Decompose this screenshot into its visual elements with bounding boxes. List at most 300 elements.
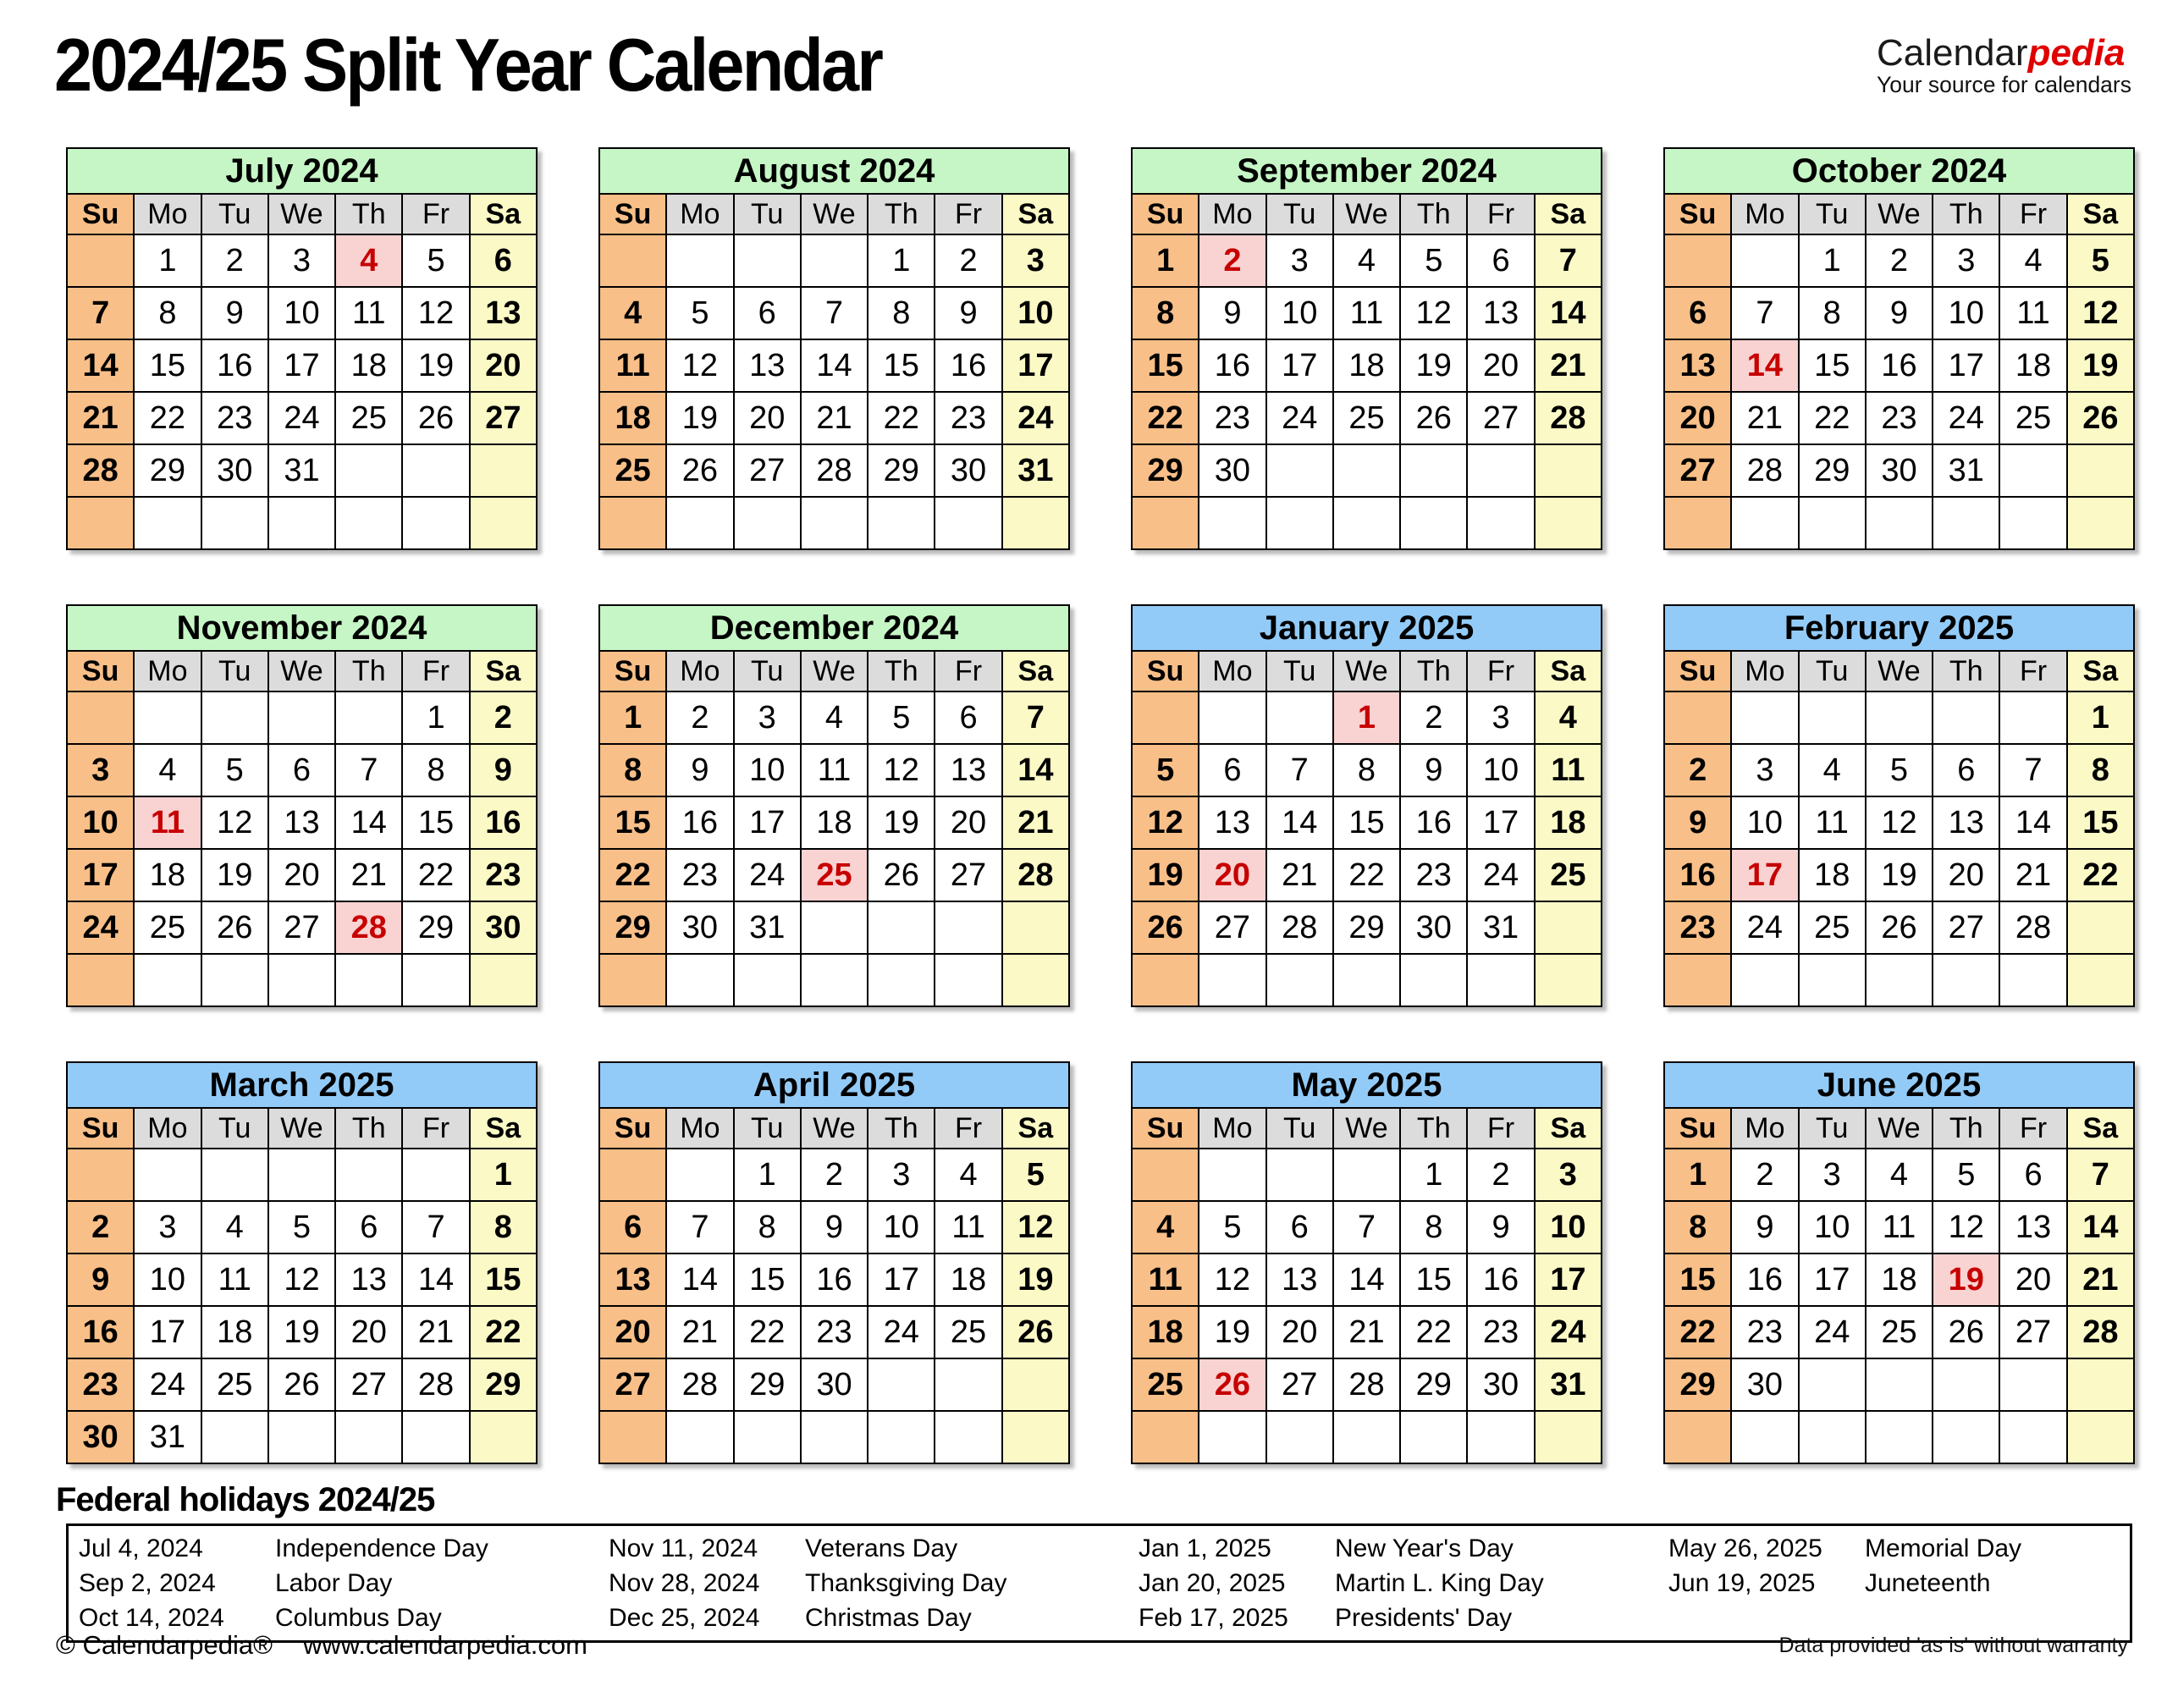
weekday-header-fr: Fr [1467, 194, 1534, 234]
month-header: August 2024 [599, 148, 1069, 194]
day-cell [1400, 1411, 1467, 1463]
day-cell: 6 [1266, 1201, 1333, 1253]
weekday-header-sa: Sa [1002, 1108, 1069, 1149]
day-cell: 9 [201, 287, 268, 339]
weekday-header-su: Su [1132, 194, 1199, 234]
holiday-row [1658, 1531, 2130, 1566]
day-cell: 18 [599, 392, 666, 444]
day-cell [666, 497, 733, 549]
day-cell: 3 [1799, 1149, 1866, 1201]
holiday-date: Nov 11, 2024 [609, 1534, 758, 1562]
day-cell: 29 [402, 901, 469, 954]
day-cell: 1 [470, 1149, 537, 1201]
day-cell: 5 [868, 691, 935, 744]
weekday-header-su: Su [67, 651, 134, 691]
day-cell: 30 [1866, 444, 1933, 497]
weekday-header-we: We [1866, 1108, 1933, 1149]
weekday-header-sa: Sa [470, 194, 537, 234]
weekday-header-th: Th [1400, 1108, 1467, 1149]
day-cell [1467, 444, 1534, 497]
day-cell [402, 1411, 469, 1463]
day-cell: 10 [1933, 287, 1999, 339]
day-cell: 4 [201, 1201, 268, 1253]
day-cell: 4 [1132, 1201, 1199, 1253]
day-cell: 22 [1400, 1306, 1467, 1358]
day-cell: 11 [1333, 287, 1400, 339]
day-cell: 9 [67, 1253, 134, 1306]
day-cell [134, 1149, 201, 1201]
weekday-header-mo: Mo [1199, 194, 1265, 234]
day-cell: 6 [1933, 744, 1999, 796]
day-cell: 23 [1467, 1306, 1534, 1358]
day-cell: 14 [801, 339, 868, 392]
day-cell: 15 [2067, 796, 2134, 849]
day-cell [1535, 1411, 1602, 1463]
weekday-header-mo: Mo [666, 651, 733, 691]
day-cell: 29 [470, 1358, 537, 1411]
weekday-header-sa: Sa [1002, 194, 1069, 234]
day-cell: 22 [134, 392, 201, 444]
day-cell: 15 [1799, 339, 1866, 392]
day-cell [666, 954, 733, 1006]
day-cell: 19 [2067, 339, 2134, 392]
month-december-2024 [598, 604, 1070, 1007]
day-cell: 10 [868, 1201, 935, 1253]
day-cell [1664, 497, 1731, 549]
holidays-grid [69, 1531, 2130, 1635]
day-cell: 1 [2067, 691, 2134, 744]
day-cell: 3 [134, 1201, 201, 1253]
day-cell: 12 [402, 287, 469, 339]
day-cell: 8 [1333, 744, 1400, 796]
day-cell: 11 [1866, 1201, 1933, 1253]
day-cell: 20 [935, 796, 1001, 849]
day-cell: 11 [1535, 744, 1602, 796]
day-cell [201, 497, 268, 549]
day-cell: 10 [1535, 1201, 1602, 1253]
day-cell [1132, 954, 1199, 1006]
weekday-header-th: Th [868, 194, 935, 234]
day-cell [868, 1411, 935, 1463]
day-cell: 9 [1199, 287, 1265, 339]
day-cell: 13 [1664, 339, 1731, 392]
day-cell [1333, 497, 1400, 549]
day-cell: 1 [1400, 1149, 1467, 1201]
day-cell [868, 901, 935, 954]
day-cell: 19 [1002, 1253, 1069, 1306]
holiday-row [1658, 1566, 2130, 1601]
day-cell: 16 [1664, 849, 1731, 901]
day-cell: 23 [1400, 849, 1467, 901]
day-cell [1002, 497, 1069, 549]
weekday-header-th: Th [335, 651, 402, 691]
day-cell [1731, 1411, 1798, 1463]
day-cell [1866, 1358, 1933, 1411]
day-cell: 3 [67, 744, 134, 796]
weekday-header-tu: Tu [734, 194, 801, 234]
day-cell: 4 [1333, 234, 1400, 287]
day-cell: 25 [935, 1306, 1001, 1358]
day-cell: 16 [201, 339, 268, 392]
day-cell: 18 [801, 796, 868, 849]
day-cell: 14 [1266, 796, 1333, 849]
day-cell: 7 [67, 287, 134, 339]
day-cell: 29 [734, 1358, 801, 1411]
day-cell [1664, 234, 1731, 287]
day-cell: 24 [1933, 392, 1999, 444]
holiday-row [598, 1601, 1070, 1635]
day-cell: 22 [599, 849, 666, 901]
day-cell: 7 [1731, 287, 1798, 339]
day-cell: 7 [1266, 744, 1333, 796]
day-cell: 24 [1467, 849, 1534, 901]
weekday-header-tu: Tu [1266, 651, 1333, 691]
day-cell: 4 [599, 287, 666, 339]
weekday-header-th: Th [868, 1108, 935, 1149]
day-cell [1132, 691, 1199, 744]
day-cell [1731, 497, 1798, 549]
day-cell: 18 [935, 1253, 1001, 1306]
weekday-header-we: We [268, 651, 335, 691]
weekday-header-mo: Mo [666, 1108, 733, 1149]
day-cell [1266, 444, 1333, 497]
day-cell [1999, 1411, 2066, 1463]
day-cell [734, 497, 801, 549]
day-cell: 3 [1933, 234, 1999, 287]
day-cell: 17 [67, 849, 134, 901]
day-cell: 13 [1199, 796, 1265, 849]
day-cell [402, 954, 469, 1006]
day-cell [1199, 691, 1265, 744]
day-cell: 3 [1467, 691, 1534, 744]
day-cell: 18 [1333, 339, 1400, 392]
day-cell: 21 [666, 1306, 733, 1358]
day-cell: 11 [1132, 1253, 1199, 1306]
day-cell: 1 [1132, 234, 1199, 287]
day-cell: 27 [1999, 1306, 2066, 1358]
day-cell: 8 [134, 287, 201, 339]
day-cell: 7 [335, 744, 402, 796]
day-cell: 3 [1002, 234, 1069, 287]
weekday-header-tu: Tu [1799, 1108, 1866, 1149]
day-cell: 8 [1664, 1201, 1731, 1253]
day-cell [1933, 497, 1999, 549]
day-cell [1999, 497, 2066, 549]
day-cell: 21 [67, 392, 134, 444]
day-cell: 30 [67, 1411, 134, 1463]
day-cell: 22 [734, 1306, 801, 1358]
logo-part-calendar: Calendar [1877, 32, 2028, 74]
logo-part-pedia: pedia [2027, 32, 2126, 74]
day-cell: 6 [470, 234, 537, 287]
holiday-date: Jan 20, 2025 [1139, 1568, 1286, 1597]
months-grid [66, 147, 2135, 1464]
day-cell: 23 [666, 849, 733, 901]
holiday-row [1128, 1531, 1600, 1566]
day-cell: 28 [1266, 901, 1333, 954]
weekday-header-sa: Sa [1535, 1108, 1602, 1149]
holiday-day-cell: 25 [801, 849, 868, 901]
day-cell: 24 [868, 1306, 935, 1358]
day-cell: 27 [734, 444, 801, 497]
day-cell: 7 [1999, 744, 2066, 796]
weekday-header-we: We [1866, 194, 1933, 234]
weekday-header-fr: Fr [935, 194, 1001, 234]
day-cell: 12 [1866, 796, 1933, 849]
weekday-header-fr: Fr [1467, 651, 1534, 691]
day-cell [2067, 901, 2134, 954]
holiday-name: Labor Day [275, 1568, 393, 1597]
month-may-2025 [1131, 1061, 1602, 1464]
day-cell: 16 [801, 1253, 868, 1306]
day-cell: 25 [201, 1358, 268, 1411]
day-cell [470, 497, 537, 549]
weekday-header-th: Th [335, 1108, 402, 1149]
day-cell [335, 691, 402, 744]
day-cell: 27 [470, 392, 537, 444]
day-cell: 22 [2067, 849, 2134, 901]
weekday-header-th: Th [1933, 651, 1999, 691]
day-cell: 14 [2067, 1201, 2134, 1253]
day-cell: 24 [1266, 392, 1333, 444]
month-header: July 2024 [67, 148, 537, 194]
weekday-header-fr: Fr [402, 194, 469, 234]
day-cell: 11 [599, 339, 666, 392]
day-cell: 7 [1535, 234, 1602, 287]
day-cell: 13 [268, 796, 335, 849]
holiday-name: Thanksgiving Day [805, 1568, 1007, 1597]
day-cell: 8 [734, 1201, 801, 1253]
day-cell: 26 [1002, 1306, 1069, 1358]
weekday-header-su: Su [1664, 194, 1731, 234]
weekday-header-we: We [1333, 651, 1400, 691]
day-cell [67, 954, 134, 1006]
day-cell [1799, 954, 1866, 1006]
weekday-header-su: Su [599, 194, 666, 234]
weekday-header-sa: Sa [470, 651, 537, 691]
day-cell: 17 [1535, 1253, 1602, 1306]
weekday-header-fr: Fr [935, 1108, 1001, 1149]
day-cell [201, 691, 268, 744]
day-cell: 1 [599, 691, 666, 744]
weekday-header-th: Th [1400, 194, 1467, 234]
day-cell: 19 [201, 849, 268, 901]
day-cell [2067, 1358, 2134, 1411]
day-cell: 14 [67, 339, 134, 392]
day-cell [1799, 1358, 1866, 1411]
day-cell: 13 [1933, 796, 1999, 849]
day-cell: 12 [666, 339, 733, 392]
day-cell: 21 [1535, 339, 1602, 392]
holiday-name: Veterans Day [805, 1534, 958, 1562]
day-cell: 26 [402, 392, 469, 444]
day-cell [1933, 954, 1999, 1006]
month-september-2024 [1131, 147, 1602, 550]
day-cell: 24 [1799, 1306, 1866, 1358]
day-cell [734, 954, 801, 1006]
day-cell: 15 [734, 1253, 801, 1306]
day-cell [1731, 234, 1798, 287]
day-cell: 18 [335, 339, 402, 392]
month-header: March 2025 [67, 1062, 537, 1108]
weekday-header-sa: Sa [2067, 1108, 2134, 1149]
day-cell [1400, 444, 1467, 497]
day-cell: 30 [1199, 444, 1265, 497]
day-cell: 19 [1199, 1306, 1265, 1358]
day-cell: 17 [268, 339, 335, 392]
day-cell: 23 [1866, 392, 1933, 444]
day-cell: 27 [1467, 392, 1534, 444]
day-cell [1266, 1149, 1333, 1201]
day-cell [801, 234, 868, 287]
day-cell: 8 [599, 744, 666, 796]
day-cell: 21 [1002, 796, 1069, 849]
day-cell: 9 [1866, 287, 1933, 339]
day-cell [67, 691, 134, 744]
day-cell: 16 [1731, 1253, 1798, 1306]
holiday-name: Juneteenth [1865, 1568, 1991, 1597]
day-cell: 12 [868, 744, 935, 796]
day-cell [1467, 954, 1534, 1006]
month-february-2025 [1663, 604, 2135, 1007]
holiday-name: Memorial Day [1865, 1534, 2022, 1562]
weekday-header-we: We [268, 194, 335, 234]
day-cell [1400, 497, 1467, 549]
day-cell: 9 [1664, 796, 1731, 849]
day-cell: 30 [666, 901, 733, 954]
day-cell: 29 [868, 444, 935, 497]
day-cell: 8 [470, 1201, 537, 1253]
day-cell [1933, 1411, 1999, 1463]
day-cell: 4 [1866, 1149, 1933, 1201]
day-cell: 31 [1535, 1358, 1602, 1411]
day-cell [1799, 691, 1866, 744]
day-cell: 21 [402, 1306, 469, 1358]
day-cell: 11 [1999, 287, 2066, 339]
weekday-header-su: Su [1132, 1108, 1199, 1149]
day-cell: 24 [268, 392, 335, 444]
day-cell: 13 [335, 1253, 402, 1306]
holiday-day-cell: 14 [1731, 339, 1798, 392]
day-cell: 1 [868, 234, 935, 287]
day-cell: 2 [801, 1149, 868, 1201]
day-cell: 27 [1199, 901, 1265, 954]
day-cell: 8 [402, 744, 469, 796]
weekday-header-su: Su [599, 651, 666, 691]
month-header: May 2025 [1132, 1062, 1602, 1108]
holiday-date: Nov 28, 2024 [609, 1568, 760, 1597]
day-cell: 24 [67, 901, 134, 954]
weekday-header-sa: Sa [1002, 651, 1069, 691]
day-cell: 4 [134, 744, 201, 796]
day-cell: 27 [268, 901, 335, 954]
day-cell: 28 [402, 1358, 469, 1411]
weekday-header-mo: Mo [1731, 194, 1798, 234]
day-cell [1333, 1149, 1400, 1201]
day-cell: 3 [1731, 744, 1798, 796]
holiday-column [69, 1531, 540, 1635]
day-cell [935, 497, 1001, 549]
day-cell [868, 954, 935, 1006]
weekday-header-mo: Mo [134, 194, 201, 234]
weekday-header-tu: Tu [201, 194, 268, 234]
day-cell: 6 [734, 287, 801, 339]
holiday-date: Dec 25, 2024 [609, 1603, 760, 1632]
day-cell [734, 234, 801, 287]
day-cell [2067, 954, 2134, 1006]
day-cell: 1 [134, 234, 201, 287]
day-cell: 12 [268, 1253, 335, 1306]
day-cell: 28 [1999, 901, 2066, 954]
day-cell [734, 1411, 801, 1463]
day-cell [268, 1149, 335, 1201]
day-cell: 6 [1199, 744, 1265, 796]
day-cell: 31 [1002, 444, 1069, 497]
holiday-day-cell: 4 [335, 234, 402, 287]
weekday-header-th: Th [335, 194, 402, 234]
day-cell: 7 [402, 1201, 469, 1253]
day-cell: 25 [1132, 1358, 1199, 1411]
day-cell [666, 1411, 733, 1463]
page-title: 2024/25 Split Year Calendar [54, 23, 882, 107]
day-cell: 29 [1664, 1358, 1731, 1411]
holiday-column [598, 1531, 1070, 1635]
day-cell: 3 [734, 691, 801, 744]
day-cell [402, 497, 469, 549]
logo-tagline: Your source for calendars [1877, 72, 2131, 98]
month-header: September 2024 [1132, 148, 1602, 194]
holiday-day-cell: 17 [1731, 849, 1798, 901]
day-cell: 14 [1333, 1253, 1400, 1306]
weekday-header-tu: Tu [734, 651, 801, 691]
day-cell: 14 [1535, 287, 1602, 339]
day-cell [201, 1411, 268, 1463]
weekday-header-tu: Tu [201, 1108, 268, 1149]
day-cell [1866, 954, 1933, 1006]
day-cell: 13 [1266, 1253, 1333, 1306]
day-cell [1199, 1149, 1265, 1201]
day-cell: 9 [470, 744, 537, 796]
weekday-header-fr: Fr [1999, 1108, 2066, 1149]
day-cell: 15 [470, 1253, 537, 1306]
day-cell [1933, 1358, 1999, 1411]
day-cell: 26 [666, 444, 733, 497]
day-cell: 15 [1333, 796, 1400, 849]
copyright-text: © Calendarpedia® [56, 1630, 273, 1660]
day-cell: 29 [1799, 444, 1866, 497]
day-cell: 8 [1132, 287, 1199, 339]
day-cell: 6 [268, 744, 335, 796]
weekday-header-fr: Fr [1999, 651, 2066, 691]
day-cell [1266, 1411, 1333, 1463]
holiday-date: Oct 14, 2024 [79, 1603, 224, 1632]
month-header: April 2025 [599, 1062, 1069, 1108]
day-cell [935, 954, 1001, 1006]
day-cell [868, 1358, 935, 1411]
day-cell: 26 [268, 1358, 335, 1411]
weekday-header-mo: Mo [1199, 1108, 1265, 1149]
day-cell: 6 [335, 1201, 402, 1253]
day-cell [1664, 954, 1731, 1006]
day-cell: 9 [801, 1201, 868, 1253]
day-cell: 20 [335, 1306, 402, 1358]
month-header: November 2024 [67, 605, 537, 651]
weekday-header-su: Su [67, 194, 134, 234]
day-cell [1199, 497, 1265, 549]
day-cell: 14 [1002, 744, 1069, 796]
day-cell: 2 [201, 234, 268, 287]
day-cell: 1 [1664, 1149, 1731, 1201]
